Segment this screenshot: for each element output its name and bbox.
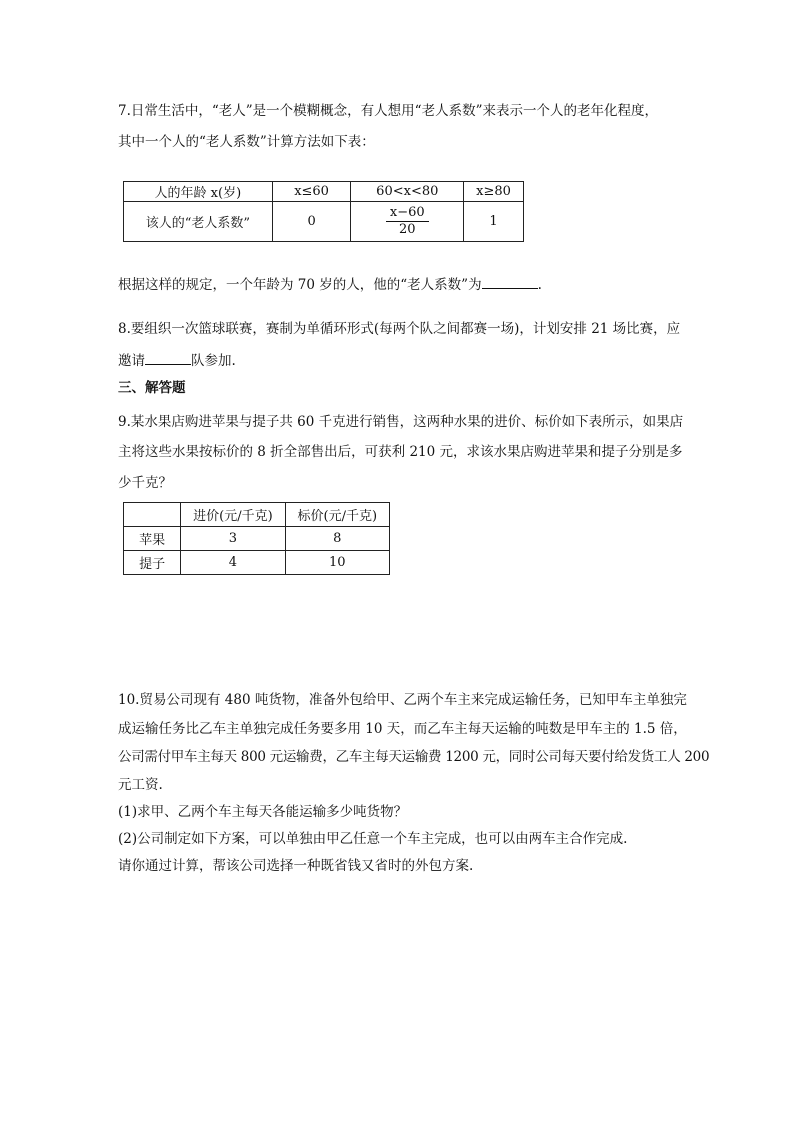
answer-blank[interactable] xyxy=(482,274,538,289)
table-cell: 10 xyxy=(285,551,389,575)
q7-coefficient-table xyxy=(123,181,524,242)
q7-line-1: 7.日常生活中，“老人”是一个模糊概念，有人想用“老人系数”来表示一个人的老年化程度， xyxy=(118,103,658,119)
table-row xyxy=(124,503,390,527)
q10-line-1: 10.贸易公司现有 480 吨货物，准备外包给甲、乙两个车主来完成运输任务，已知甲车主单独完 xyxy=(118,692,687,708)
table-header-cell: 60<x<80 xyxy=(351,182,464,202)
table-row-label: 提子 xyxy=(124,551,181,575)
q10-line-3: 公司需付甲车主每天 800 元运输费，乙车主每天运输费 1200 元，同时公司每天要付给发货工人 200 xyxy=(118,749,710,765)
q9-line-1: 9.某水果店购进苹果与提子共 60 千克进行销售，这两种水果的进价、标价如下表所示，如果店 xyxy=(118,414,684,430)
q8-line-2 xyxy=(118,350,708,370)
q7-answer-suffix: . xyxy=(537,277,542,293)
fraction-denominator: 20 xyxy=(399,222,416,237)
table-header-cell xyxy=(124,503,181,527)
table-row xyxy=(124,527,390,551)
q9-line-3: 少千克？ xyxy=(118,475,172,491)
table-row-label: 该人的“老人系数” xyxy=(124,202,273,242)
q10-line-2: 成运输任务比乙车主单独完成任务要多用 10 天，而乙车主每天运输的吨数是甲车主的 1.5 倍， xyxy=(118,721,687,737)
table-header-cell: x≥80 xyxy=(464,182,524,202)
table-header-cell: 人的年龄 x(岁) xyxy=(124,182,273,202)
fraction-cell xyxy=(351,202,464,242)
q10-subquestion-2: (2)公司制定如下方案，可以单独由甲乙任意一个车主完成，也可以由两车主合作完成. xyxy=(118,831,628,847)
table-cell: 4 xyxy=(181,551,285,575)
q10-line-4: 元工资. xyxy=(118,777,163,793)
table-cell: 1 xyxy=(464,202,524,242)
q7-answer-prefix: 根据这样的规定，一个年龄为 70 岁的人，他的“老人系数”为 xyxy=(118,277,482,293)
table-cell: 3 xyxy=(181,527,285,551)
fraction xyxy=(386,205,429,238)
q8-line-1: 8.要组织一次篮球联赛，赛制为单循环形式(每两个队之间都赛一场)，计划安排 21 场比赛，应 xyxy=(118,321,681,337)
fraction-numerator: x−60 xyxy=(386,205,429,222)
table-row-label: 苹果 xyxy=(124,527,181,551)
answer-blank[interactable] xyxy=(145,350,191,365)
q10-subquestion-1: (1)求甲、乙两个车主每天各能运输多少吨货物？ xyxy=(118,804,408,820)
table-cell: 0 xyxy=(272,202,351,242)
q7-answer-line xyxy=(118,274,708,294)
section-title: 三、解答题 xyxy=(118,380,186,396)
q10-instruction: 请你通过计算，帮该公司选择一种既省钱又省时的外包方案. xyxy=(118,858,474,874)
q9-fruit-price-table xyxy=(123,502,390,575)
q9-line-2: 主将这些水果按标价的 8 折全部售出后，可获利 210 元，求该水果店购进苹果和提子分别是多 xyxy=(118,444,683,460)
q8-line-2-suffix: 队参加. xyxy=(191,353,236,369)
q7-line-2: 其中一个人的“老人系数”计算方法如下表： xyxy=(118,134,375,150)
table-cell: 8 xyxy=(285,527,389,551)
table-row xyxy=(124,202,524,242)
table-row xyxy=(124,551,390,575)
q8-line-2-prefix: 邀请 xyxy=(118,353,145,369)
table-header-cell: 进价(元/千克) xyxy=(181,503,285,527)
table-header-cell: x≤60 xyxy=(272,182,351,202)
table-row xyxy=(124,182,524,202)
table-header-cell: 标价(元/千克) xyxy=(285,503,389,527)
